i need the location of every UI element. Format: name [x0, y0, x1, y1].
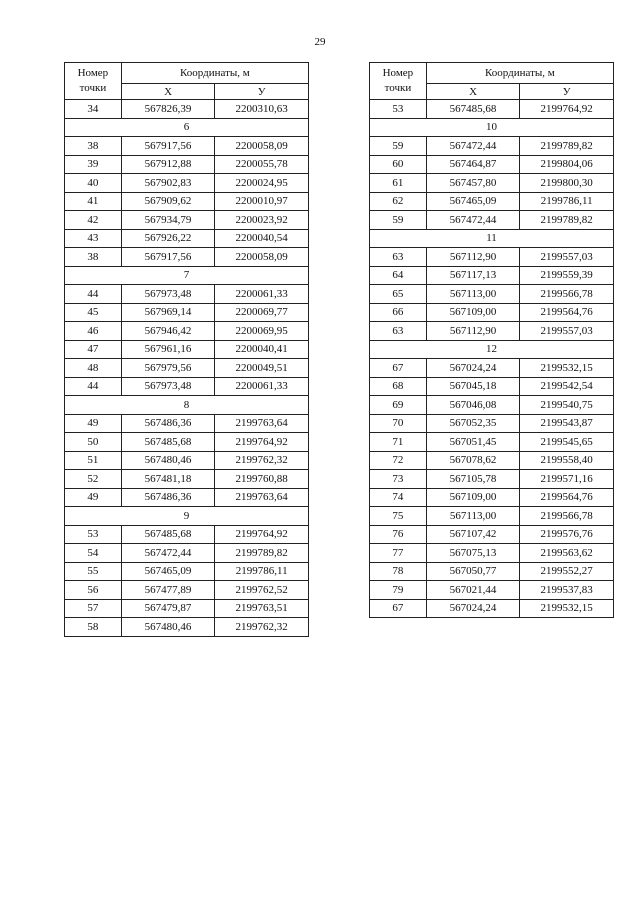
coordinates-table-right	[369, 62, 614, 618]
table-row	[65, 377, 309, 396]
point-number-header: Номер точки	[65, 63, 122, 100]
x-coordinate-cell: 567472,44	[426, 137, 520, 156]
x-coordinate-cell: 567485,68	[426, 100, 520, 119]
x-coordinate-cell: 567024,24	[426, 599, 520, 618]
x-coordinate-cell: 567117,13	[426, 266, 520, 285]
table-row	[65, 340, 309, 359]
y-coordinate-cell: 2199789,82	[520, 211, 614, 230]
table-row	[370, 174, 614, 193]
section-row	[65, 118, 309, 137]
point-number-cell: 52	[65, 470, 122, 489]
section-number: 12	[370, 340, 614, 359]
y-coordinate-cell: 2199762,52	[215, 581, 309, 600]
point-number-cell: 49	[65, 488, 122, 507]
x-coordinate-cell: 567479,87	[121, 599, 215, 618]
y-coordinate-cell: 2199763,51	[215, 599, 309, 618]
table-row	[370, 562, 614, 581]
table-row	[65, 451, 309, 470]
table-row	[65, 618, 309, 637]
y-coordinate-cell: 2200049,51	[215, 359, 309, 378]
x-coordinate-cell: 567477,89	[121, 581, 215, 600]
y-coordinate-cell: 2199786,11	[520, 192, 614, 211]
point-number-cell: 70	[370, 414, 427, 433]
y-coordinate-cell: 2200010,97	[215, 192, 309, 211]
table-row	[370, 248, 614, 267]
table-row	[370, 285, 614, 304]
table-row	[370, 451, 614, 470]
y-coordinate-cell: 2199789,82	[520, 137, 614, 156]
x-coordinate-cell: 567045,18	[426, 377, 520, 396]
x-coordinate-cell: 567465,09	[426, 192, 520, 211]
table-row	[65, 470, 309, 489]
point-number-cell: 71	[370, 433, 427, 452]
x-coordinate-cell: 567112,90	[426, 322, 520, 341]
point-number-cell: 57	[65, 599, 122, 618]
point-number-cell: 69	[370, 396, 427, 415]
point-number-cell: 75	[370, 507, 427, 526]
table-row	[65, 414, 309, 433]
point-number-cell: 77	[370, 544, 427, 563]
x-coordinate-cell: 567021,44	[426, 581, 520, 600]
x-coordinate-cell: 567826,39	[121, 100, 215, 119]
point-number-cell: 34	[65, 100, 122, 119]
point-number-cell: 67	[370, 359, 427, 378]
y-coordinate-cell: 2199576,76	[520, 525, 614, 544]
table-row	[65, 303, 309, 322]
table-row	[65, 155, 309, 174]
y-column-header: У	[215, 84, 309, 100]
point-number-cell: 63	[370, 322, 427, 341]
point-number-cell: 63	[370, 248, 427, 267]
y-coordinate-cell: 2199762,32	[215, 618, 309, 637]
x-coordinate-cell: 567969,14	[121, 303, 215, 322]
table-row	[370, 192, 614, 211]
point-number-cell: 49	[65, 414, 122, 433]
section-row	[370, 229, 614, 248]
table-row	[370, 211, 614, 230]
section-number: 10	[370, 118, 614, 137]
table-row	[370, 303, 614, 322]
y-coordinate-cell: 2200069,77	[215, 303, 309, 322]
y-coordinate-cell: 2199566,78	[520, 507, 614, 526]
table-row	[65, 359, 309, 378]
y-coordinate-cell: 2199566,78	[520, 285, 614, 304]
point-number-cell: 68	[370, 377, 427, 396]
x-coordinate-cell: 567051,45	[426, 433, 520, 452]
y-coordinate-cell: 2199563,62	[520, 544, 614, 563]
point-number-cell: 76	[370, 525, 427, 544]
y-column-header: У	[520, 84, 614, 100]
y-coordinate-cell: 2200040,41	[215, 340, 309, 359]
y-coordinate-cell: 2199804,06	[520, 155, 614, 174]
point-number-cell: 53	[370, 100, 427, 119]
x-coordinate-cell: 567917,56	[121, 137, 215, 156]
coordinates-header: Координаты, м	[426, 63, 613, 84]
point-number-cell: 47	[65, 340, 122, 359]
y-coordinate-cell: 2199545,65	[520, 433, 614, 452]
point-number-cell: 38	[65, 137, 122, 156]
point-number-cell: 59	[370, 211, 427, 230]
y-coordinate-cell: 2200024,95	[215, 174, 309, 193]
point-number-cell: 48	[65, 359, 122, 378]
section-row	[370, 118, 614, 137]
table-row	[65, 544, 309, 563]
table-row	[65, 248, 309, 267]
table-row	[370, 266, 614, 285]
y-coordinate-cell: 2199552,27	[520, 562, 614, 581]
y-coordinate-cell: 2199557,03	[520, 322, 614, 341]
x-coordinate-cell: 567480,46	[121, 451, 215, 470]
table-row	[65, 581, 309, 600]
table-row	[65, 322, 309, 341]
y-coordinate-cell: 2199543,87	[520, 414, 614, 433]
table-row	[370, 100, 614, 119]
y-coordinate-cell: 2199542,54	[520, 377, 614, 396]
point-number-cell: 74	[370, 488, 427, 507]
y-coordinate-cell: 2199559,39	[520, 266, 614, 285]
x-coordinate-cell: 567464,87	[426, 155, 520, 174]
table-row	[65, 100, 309, 119]
y-coordinate-cell: 2200058,09	[215, 137, 309, 156]
point-number-cell: 78	[370, 562, 427, 581]
section-number: 9	[65, 507, 309, 526]
point-number-cell: 67	[370, 599, 427, 618]
point-number-cell: 40	[65, 174, 122, 193]
table-row	[370, 433, 614, 452]
table-row	[370, 525, 614, 544]
y-coordinate-cell: 2199763,64	[215, 488, 309, 507]
x-coordinate-cell: 567481,18	[121, 470, 215, 489]
point-number-cell: 43	[65, 229, 122, 248]
x-coordinate-cell: 567946,42	[121, 322, 215, 341]
table-row	[65, 192, 309, 211]
section-number: 6	[65, 118, 309, 137]
y-coordinate-cell: 2199760,88	[215, 470, 309, 489]
table-row	[370, 544, 614, 563]
table-row	[370, 396, 614, 415]
table-row	[65, 285, 309, 304]
y-coordinate-cell: 2200069,95	[215, 322, 309, 341]
x-coordinate-cell: 567917,56	[121, 248, 215, 267]
x-coordinate-cell: 567024,24	[426, 359, 520, 378]
y-coordinate-cell: 2199764,92	[215, 433, 309, 452]
table-row	[370, 581, 614, 600]
y-coordinate-cell: 2199763,64	[215, 414, 309, 433]
x-coordinate-cell: 567112,90	[426, 248, 520, 267]
point-number-cell: 50	[65, 433, 122, 452]
table-row	[65, 525, 309, 544]
x-coordinate-cell: 567050,77	[426, 562, 520, 581]
point-number-cell: 51	[65, 451, 122, 470]
x-coordinate-cell: 567457,80	[426, 174, 520, 193]
x-column-header: X	[426, 84, 520, 100]
point-number-cell: 41	[65, 192, 122, 211]
section-row	[65, 507, 309, 526]
table-row	[65, 433, 309, 452]
table-row	[65, 488, 309, 507]
y-coordinate-cell: 2200040,54	[215, 229, 309, 248]
section-row	[370, 340, 614, 359]
point-number-cell: 65	[370, 285, 427, 304]
x-coordinate-cell: 567046,08	[426, 396, 520, 415]
y-coordinate-cell: 2199540,75	[520, 396, 614, 415]
x-coordinate-cell: 567480,46	[121, 618, 215, 637]
y-coordinate-cell: 2200023,92	[215, 211, 309, 230]
x-coordinate-cell: 567107,42	[426, 525, 520, 544]
table-row	[370, 377, 614, 396]
point-number-cell: 66	[370, 303, 427, 322]
point-number-cell: 45	[65, 303, 122, 322]
section-row	[65, 266, 309, 285]
x-coordinate-cell: 567485,68	[121, 433, 215, 452]
y-coordinate-cell: 2199762,32	[215, 451, 309, 470]
point-number-cell: 55	[65, 562, 122, 581]
point-number-cell: 39	[65, 155, 122, 174]
page-number: 29	[314, 36, 326, 48]
table-row	[65, 174, 309, 193]
y-coordinate-cell: 2199789,82	[215, 544, 309, 563]
table-row	[65, 137, 309, 156]
coordinates-header: Координаты, м	[121, 63, 308, 84]
table-row	[65, 599, 309, 618]
x-coordinate-cell: 567979,56	[121, 359, 215, 378]
point-number-cell: 38	[65, 248, 122, 267]
x-column-header: X	[121, 84, 215, 100]
point-number-cell: 61	[370, 174, 427, 193]
x-coordinate-cell: 567909,62	[121, 192, 215, 211]
table-row	[370, 488, 614, 507]
table-row	[370, 599, 614, 618]
point-number-header: Номер точки	[370, 63, 427, 100]
point-number-cell: 58	[65, 618, 122, 637]
point-number-cell: 79	[370, 581, 427, 600]
point-number-cell: 72	[370, 451, 427, 470]
x-coordinate-cell: 567926,22	[121, 229, 215, 248]
section-number: 7	[65, 266, 309, 285]
y-coordinate-cell: 2199786,11	[215, 562, 309, 581]
x-coordinate-cell: 567973,48	[121, 285, 215, 304]
table-row	[65, 562, 309, 581]
x-coordinate-cell: 567052,35	[426, 414, 520, 433]
y-coordinate-cell: 2199537,83	[520, 581, 614, 600]
section-number: 11	[370, 229, 614, 248]
y-coordinate-cell: 2199764,92	[520, 100, 614, 119]
table-row	[370, 507, 614, 526]
section-number: 8	[65, 396, 309, 415]
x-coordinate-cell: 567113,00	[426, 507, 520, 526]
point-number-cell: 62	[370, 192, 427, 211]
table-row	[370, 137, 614, 156]
x-coordinate-cell: 567902,83	[121, 174, 215, 193]
table-row	[370, 414, 614, 433]
x-coordinate-cell: 567973,48	[121, 377, 215, 396]
section-row	[65, 396, 309, 415]
table-row	[370, 322, 614, 341]
y-coordinate-cell: 2200055,78	[215, 155, 309, 174]
y-coordinate-cell: 2200310,63	[215, 100, 309, 119]
x-coordinate-cell: 567109,00	[426, 303, 520, 322]
table-row	[65, 211, 309, 230]
point-number-cell: 64	[370, 266, 427, 285]
x-coordinate-cell: 567075,13	[426, 544, 520, 563]
point-number-cell: 73	[370, 470, 427, 489]
y-coordinate-cell: 2200061,33	[215, 377, 309, 396]
x-coordinate-cell: 567912,88	[121, 155, 215, 174]
x-coordinate-cell: 567485,68	[121, 525, 215, 544]
y-coordinate-cell: 2199532,15	[520, 359, 614, 378]
x-coordinate-cell: 567105,78	[426, 470, 520, 489]
point-number-cell: 56	[65, 581, 122, 600]
y-coordinate-cell: 2199764,92	[215, 525, 309, 544]
y-coordinate-cell: 2199557,03	[520, 248, 614, 267]
y-coordinate-cell: 2199558,40	[520, 451, 614, 470]
point-number-cell: 59	[370, 137, 427, 156]
y-coordinate-cell: 2199564,76	[520, 303, 614, 322]
x-coordinate-cell: 567078,62	[426, 451, 520, 470]
point-number-cell: 46	[65, 322, 122, 341]
y-coordinate-cell: 2199564,76	[520, 488, 614, 507]
point-number-cell: 44	[65, 285, 122, 304]
x-coordinate-cell: 567465,09	[121, 562, 215, 581]
table-row	[370, 359, 614, 378]
point-number-cell: 44	[65, 377, 122, 396]
coordinates-table-left	[64, 62, 309, 637]
table-row	[65, 229, 309, 248]
x-coordinate-cell: 567961,16	[121, 340, 215, 359]
x-coordinate-cell: 567934,79	[121, 211, 215, 230]
table-row	[370, 470, 614, 489]
y-coordinate-cell: 2199532,15	[520, 599, 614, 618]
x-coordinate-cell: 567113,00	[426, 285, 520, 304]
table-row	[370, 155, 614, 174]
point-number-cell: 53	[65, 525, 122, 544]
x-coordinate-cell: 567472,44	[426, 211, 520, 230]
x-coordinate-cell: 567486,36	[121, 414, 215, 433]
y-coordinate-cell: 2200061,33	[215, 285, 309, 304]
y-coordinate-cell: 2199800,30	[520, 174, 614, 193]
x-coordinate-cell: 567109,00	[426, 488, 520, 507]
x-coordinate-cell: 567486,36	[121, 488, 215, 507]
y-coordinate-cell: 2200058,09	[215, 248, 309, 267]
point-number-cell: 60	[370, 155, 427, 174]
y-coordinate-cell: 2199571,16	[520, 470, 614, 489]
point-number-cell: 54	[65, 544, 122, 563]
x-coordinate-cell: 567472,44	[121, 544, 215, 563]
point-number-cell: 42	[65, 211, 122, 230]
